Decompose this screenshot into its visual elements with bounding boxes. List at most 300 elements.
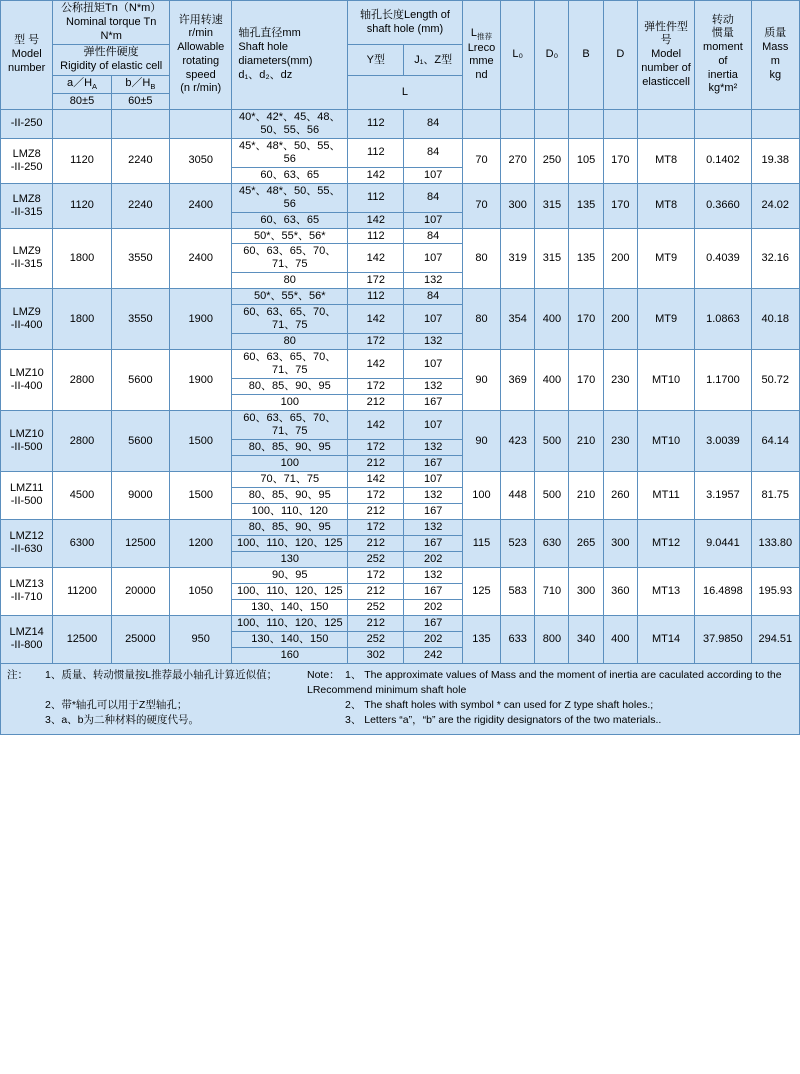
cell-length-JZ: 202 [404, 551, 462, 567]
cell-shaft-hole-diameters: 100 [232, 456, 348, 472]
cell-length-JZ: 107 [404, 305, 462, 334]
header-lrecommend [462, 1, 500, 110]
cell-length-JZ: 167 [404, 535, 462, 551]
cell-allowable-speed: 1200 [170, 519, 232, 567]
cell-mass: 19.38 [751, 138, 799, 183]
cell-lrecommend: 115 [462, 519, 500, 567]
cell-model-number [1, 138, 53, 183]
cell-lrecommend: 100 [462, 472, 500, 520]
header-inertia-cn2: 惯量 [711, 27, 734, 40]
cell-length-Y: 172 [348, 334, 404, 350]
header-inertia-en1: moment of [703, 41, 743, 67]
cell-shaft-hole-diameters: 100、110、120、125 [232, 583, 348, 599]
cell-length-Y: 142 [348, 244, 404, 273]
header-allowable-speed [170, 1, 232, 110]
header-model-number-en1: Model [11, 48, 42, 60]
table-row [1, 109, 800, 138]
cell-mass: 64.14 [751, 411, 799, 472]
cell-shaft-hole-diameters: 100、110、120、125 [232, 615, 348, 631]
cell-mass: 50.72 [751, 350, 799, 411]
table-header [1, 1, 800, 110]
cell-B: 210 [569, 472, 603, 520]
model-line: -II-315 [10, 205, 43, 218]
model-line: LMZ10 [9, 367, 44, 380]
model-line: LMZ13 [9, 578, 44, 591]
cell-length-Y: 252 [348, 599, 404, 615]
cell-model-number [1, 289, 53, 350]
cell-length-JZ: 84 [404, 109, 462, 138]
cell-length-Y: 172 [348, 440, 404, 456]
cell-allowable-speed: 3050 [170, 138, 232, 183]
header-mass-unit: kg [769, 68, 782, 81]
cell-model-number [1, 109, 53, 138]
note-line-1 [7, 668, 793, 698]
note-line-3 [7, 713, 793, 728]
cell-shaft-hole-diameters: 70、71、75 [232, 472, 348, 488]
model-line: LMZ11 [9, 482, 44, 495]
header-lrec-en3: nd [475, 69, 488, 82]
cell-length-Y: 212 [348, 395, 404, 411]
header-speed-en1: Allowable [177, 41, 225, 54]
note-cn-3-text: 3、a、b为二种材料的硬度代号。 [45, 714, 200, 727]
cell-shaft-hole-diameters: 60、63、65、70、71、75 [232, 350, 348, 379]
cell-shaft-hole-diameters: 100 [232, 395, 348, 411]
model-line: -II-630 [10, 543, 43, 556]
note-cn-3 [7, 713, 307, 728]
cell-moment-of-inertia: 0.3660 [695, 183, 751, 228]
header-rigidity [53, 45, 170, 76]
header-mass-sym: m [770, 54, 780, 67]
cell-L0: 448 [501, 472, 535, 520]
header-torque-en2: N*m [100, 29, 122, 42]
cell-length-JZ: 107 [404, 472, 462, 488]
cell-elastic-cell-model: MT11 [637, 472, 694, 520]
cell-elastic-cell-model: MT9 [637, 228, 694, 289]
cell-elastic-cell-model: MT10 [637, 350, 694, 411]
cell-lrecommend [462, 109, 500, 138]
cell-length-Y: 212 [348, 456, 404, 472]
cell-length-JZ: 167 [404, 583, 462, 599]
cell-torque-a: 6300 [53, 519, 111, 567]
cell-model-number [1, 472, 53, 520]
cell-length-JZ: 107 [404, 244, 462, 273]
table-row [1, 228, 800, 244]
header-mass-en: Mass [762, 41, 789, 54]
cell-shaft-hole-diameters: 80 [232, 273, 348, 289]
model-line: -II-250 [10, 160, 43, 173]
cell-elastic-cell-model: MT8 [637, 183, 694, 228]
cell-D: 400 [603, 615, 637, 663]
cell-torque-b: 3550 [111, 228, 169, 289]
header-D0: D₀ [535, 1, 569, 110]
cell-length-Y: 252 [348, 631, 404, 647]
cell-lrecommend: 135 [462, 615, 500, 663]
cell-model-number [1, 350, 53, 411]
cell-length-JZ: 132 [404, 273, 462, 289]
header-shaft-hole-length [348, 1, 463, 45]
cell-length-Y: 112 [348, 109, 404, 138]
table-row [1, 472, 800, 488]
cell-shaft-hole-diameters: 80、85、90、95 [232, 440, 348, 456]
cell-mass: 24.02 [751, 183, 799, 228]
notes-block [0, 664, 800, 735]
cell-shaft-hole-diameters: 130、140、150 [232, 631, 348, 647]
cell-D: 200 [603, 289, 637, 350]
note-line-2 [7, 698, 793, 713]
header-speed-cn: 许用转速 [178, 13, 223, 26]
cell-moment-of-inertia: 16.4898 [695, 567, 751, 615]
header-speed-unit: r/min [188, 27, 213, 40]
cell-length-JZ: 84 [404, 138, 462, 167]
cell-D0: 315 [535, 183, 569, 228]
model-line: -II-315 [10, 258, 43, 271]
cell-shaft-hole-diameters: 60、63、65、70、71、75 [232, 244, 348, 273]
cell-length-Y: 172 [348, 273, 404, 289]
header-L0: L₀ [501, 1, 535, 110]
header-B: B [569, 1, 603, 110]
cell-allowable-speed: 950 [170, 615, 232, 663]
cell-D0: 500 [535, 411, 569, 472]
cell-B [569, 109, 603, 138]
cell-D0: 710 [535, 567, 569, 615]
cell-model-number [1, 183, 53, 228]
header-lrec-en1: Lreco [467, 41, 496, 54]
cell-B: 170 [569, 350, 603, 411]
cell-B: 135 [569, 228, 603, 289]
header-bore-symbols: d₁、d₂、dz [238, 68, 293, 81]
cell-shaft-hole-diameters: 80、85、90、95 [232, 379, 348, 395]
cell-shaft-hole-diameters: 50*、55*、56* [232, 289, 348, 305]
header-bore-en1: Shaft hole [238, 41, 288, 54]
cell-shaft-hole-diameters: 90、95 [232, 567, 348, 583]
cell-lrecommend: 125 [462, 567, 500, 615]
cell-length-JZ: 107 [404, 350, 462, 379]
cell-L0: 633 [501, 615, 535, 663]
cell-length-JZ: 132 [404, 440, 462, 456]
cell-length-Y: 112 [348, 228, 404, 244]
cell-length-Y: 252 [348, 551, 404, 567]
model-line: -II-500 [10, 495, 43, 508]
cell-torque-b: 20000 [111, 567, 169, 615]
cell-length-Y: 112 [348, 138, 404, 167]
cell-lrecommend: 70 [462, 138, 500, 183]
cell-lrecommend: 70 [462, 183, 500, 228]
cell-torque-b: 25000 [111, 615, 169, 663]
cell-L0: 423 [501, 411, 535, 472]
cell-D: 200 [603, 228, 637, 289]
cell-L0: 300 [501, 183, 535, 228]
header-D: D [603, 1, 637, 110]
header-len-Y: Y型 [348, 45, 404, 76]
header-rigidity-cn: 弹性件硬度 [83, 46, 139, 59]
header-len-cn: 轴孔长度Length of [360, 8, 450, 21]
cell-moment-of-inertia: 1.1700 [695, 350, 751, 411]
cell-length-JZ: 132 [404, 334, 462, 350]
note-cn-2 [7, 698, 307, 713]
note-en-2-text: 2、 The shaft holes with symbol * can used for Z type shaft holes.; [345, 699, 654, 712]
cell-shaft-hole-diameters: 60、63、65 [232, 212, 348, 228]
cell-length-JZ: 242 [404, 647, 462, 663]
model-line: -II-800 [10, 639, 43, 652]
cell-D0 [535, 109, 569, 138]
cell-model-number [1, 228, 53, 289]
cell-L0: 270 [501, 138, 535, 183]
cell-allowable-speed [170, 109, 232, 138]
model-line: LMZ12 [9, 530, 44, 543]
cell-allowable-speed: 1900 [170, 289, 232, 350]
cell-length-JZ: 84 [404, 183, 462, 212]
header-speed-en4: (n r/min) [180, 82, 222, 95]
cell-moment-of-inertia: 9.0441 [695, 519, 751, 567]
header-rigidity-b: $b/H_B$ [111, 75, 169, 93]
cell-D0: 800 [535, 615, 569, 663]
cell-lrecommend: 80 [462, 228, 500, 289]
cell-elastic-cell-model: MT9 [637, 289, 694, 350]
cell-mass: 32.16 [751, 228, 799, 289]
cell-torque-a: 4500 [53, 472, 111, 520]
cell-L0: 583 [501, 567, 535, 615]
cell-D: 230 [603, 350, 637, 411]
cell-torque-b: 12500 [111, 519, 169, 567]
table-row [1, 138, 800, 167]
cell-B: 105 [569, 138, 603, 183]
header-inertia-cn1: 转动 [711, 13, 734, 26]
cell-allowable-speed: 1500 [170, 472, 232, 520]
table-row [1, 519, 800, 535]
cell-elastic-cell-model: MT10 [637, 411, 694, 472]
cell-length-JZ: 84 [404, 228, 462, 244]
cell-torque-b: 5600 [111, 350, 169, 411]
cell-mass: 195.93 [751, 567, 799, 615]
cell-D: 300 [603, 519, 637, 567]
cell-mass: 40.18 [751, 289, 799, 350]
cell-moment-of-inertia: 3.0039 [695, 411, 751, 472]
header-rigidity-b-value: 60±5 [111, 93, 169, 109]
table-row [1, 183, 800, 212]
cell-length-JZ: 167 [404, 503, 462, 519]
cell-shaft-hole-diameters: 100、110、120 [232, 503, 348, 519]
cell-D0: 400 [535, 350, 569, 411]
cell-L0: 369 [501, 350, 535, 411]
cell-torque-b [111, 109, 169, 138]
cell-D [603, 109, 637, 138]
cell-length-JZ: 107 [404, 411, 462, 440]
cell-D0: 630 [535, 519, 569, 567]
cell-length-Y: 142 [348, 350, 404, 379]
cell-moment-of-inertia: 3.1957 [695, 472, 751, 520]
cell-length-JZ: 132 [404, 487, 462, 503]
model-line: -II-250 [10, 117, 43, 130]
header-nominal-torque [53, 1, 170, 45]
cell-allowable-speed: 2400 [170, 228, 232, 289]
cell-torque-a: 1800 [53, 289, 111, 350]
cell-lrecommend: 90 [462, 411, 500, 472]
cell-elastic-cell-model: MT14 [637, 615, 694, 663]
cell-length-JZ: 167 [404, 615, 462, 631]
cell-length-Y: 172 [348, 567, 404, 583]
model-line: -II-400 [10, 380, 43, 393]
cell-torque-b: 2240 [111, 183, 169, 228]
cell-allowable-speed: 1500 [170, 411, 232, 472]
model-line: LMZ10 [9, 428, 44, 441]
header-model-number-en2: number [8, 61, 46, 74]
cell-lrecommend: 90 [462, 350, 500, 411]
cell-torque-b: 3550 [111, 289, 169, 350]
cell-B: 170 [569, 289, 603, 350]
header-lrec-en2: mme [469, 55, 494, 68]
table-row [1, 615, 800, 631]
header-elastic-en3: elasticcell [642, 75, 690, 88]
cell-L0: 319 [501, 228, 535, 289]
header-speed-en3: speed [185, 68, 216, 81]
header-mass-cn: 质量 [764, 27, 787, 40]
cell-torque-a [53, 109, 111, 138]
header-shaft-hole-diameter [232, 1, 348, 110]
cell-D0: 250 [535, 138, 569, 183]
cell-elastic-cell-model: MT12 [637, 519, 694, 567]
cell-moment-of-inertia: 1.0863 [695, 289, 751, 350]
cell-length-JZ: 132 [404, 379, 462, 395]
cell-length-JZ: 132 [404, 519, 462, 535]
cell-D0: 315 [535, 228, 569, 289]
cell-shaft-hole-diameters: 60、63、65、70、71、75 [232, 305, 348, 334]
cell-allowable-speed: 1900 [170, 350, 232, 411]
cell-D: 170 [603, 138, 637, 183]
note-cn-1-text: 1、质量、转动惯量按L推荐最小轴孔计算近似值； [45, 668, 278, 681]
model-line: -II-710 [10, 591, 43, 604]
cell-length-JZ: 202 [404, 599, 462, 615]
cell-moment-of-inertia: 37.9850 [695, 615, 751, 663]
cell-L0: 523 [501, 519, 535, 567]
cell-torque-b: 9000 [111, 472, 169, 520]
cell-length-JZ: 167 [404, 395, 462, 411]
cell-shaft-hole-diameters: 40*、42*、45、48、50、55、56 [232, 109, 348, 138]
cell-model-number [1, 411, 53, 472]
cell-length-JZ: 107 [404, 212, 462, 228]
cell-model-number [1, 615, 53, 663]
header-mass [751, 1, 799, 110]
cell-allowable-speed: 2400 [170, 183, 232, 228]
cell-length-JZ: 107 [404, 167, 462, 183]
cell-mass: 81.75 [751, 472, 799, 520]
cell-D: 260 [603, 472, 637, 520]
model-line: LMZ9 [12, 306, 41, 319]
header-lrec-cn: $L_{推荐}$ [470, 26, 493, 42]
note-cn-2-text: 2、带*轴孔可以用于Z型轴孔； [45, 699, 188, 712]
cell-torque-a: 1120 [53, 183, 111, 228]
header-bore-en2: diameters(mm) [238, 54, 313, 67]
table-body [1, 109, 800, 663]
cell-D: 360 [603, 567, 637, 615]
cell-elastic-cell-model: MT13 [637, 567, 694, 615]
cell-shaft-hole-diameters: 80、85、90、95 [232, 519, 348, 535]
header-len-en: shaft hole (mm) [366, 22, 444, 35]
header-rigidity-a-value: 80±5 [53, 93, 111, 109]
table-row [1, 411, 800, 440]
cell-torque-a: 2800 [53, 350, 111, 411]
header-elastic-cell-model [637, 1, 694, 110]
header-row-1 [1, 1, 800, 45]
cell-length-JZ: 84 [404, 289, 462, 305]
cell-shaft-hole-diameters: 50*、55*、56* [232, 228, 348, 244]
note-cn-1 [7, 668, 307, 698]
cell-lrecommend: 80 [462, 289, 500, 350]
cell-torque-a: 11200 [53, 567, 111, 615]
cell-B: 135 [569, 183, 603, 228]
cell-shaft-hole-diameters: 80、85、90、95 [232, 487, 348, 503]
cell-length-JZ: 202 [404, 631, 462, 647]
cell-length-Y: 212 [348, 583, 404, 599]
header-torque-en1: Nominal torque Tn [66, 15, 157, 28]
cell-elastic-cell-model [637, 109, 694, 138]
cell-moment-of-inertia: 0.4039 [695, 228, 751, 289]
cell-shaft-hole-diameters: 130 [232, 551, 348, 567]
cell-D: 170 [603, 183, 637, 228]
cell-B: 265 [569, 519, 603, 567]
cell-B: 210 [569, 411, 603, 472]
cell-moment-of-inertia: 0.1402 [695, 138, 751, 183]
cell-D: 230 [603, 411, 637, 472]
header-len-L: L [348, 75, 463, 109]
note-cn-label: 注： [7, 668, 28, 681]
cell-length-Y: 142 [348, 472, 404, 488]
cell-B: 340 [569, 615, 603, 663]
header-len-JZ: J₁、Z型 [404, 45, 462, 76]
cell-torque-a: 1800 [53, 228, 111, 289]
cell-shaft-hole-diameters: 45*、48*、50、55、56 [232, 138, 348, 167]
note-en-1-text: 1、 The approximate values of Mass and the moment of inertia are caculated according to the LRecommend minimum shaft hole [307, 668, 782, 696]
model-line: LMZ8 [12, 147, 41, 160]
cell-length-Y: 172 [348, 487, 404, 503]
header-inertia-en2: inertia [707, 68, 738, 81]
note-en-2 [307, 698, 793, 713]
cell-shaft-hole-diameters: 60、63、65、70、71、75 [232, 411, 348, 440]
cell-model-number [1, 567, 53, 615]
cell-shaft-hole-diameters: 45*、48*、50、55、56 [232, 183, 348, 212]
cell-shaft-hole-diameters: 80 [232, 334, 348, 350]
cell-length-Y: 212 [348, 503, 404, 519]
cell-torque-a: 2800 [53, 411, 111, 472]
header-elastic-en2: number of [641, 61, 691, 74]
cell-shaft-hole-diameters: 100、110、120、125 [232, 535, 348, 551]
cell-mass: 294.51 [751, 615, 799, 663]
note-en-3 [307, 713, 793, 728]
model-line: LMZ9 [12, 245, 41, 258]
cell-shaft-hole-diameters: 60、63、65 [232, 167, 348, 183]
cell-length-JZ: 132 [404, 567, 462, 583]
cell-length-JZ: 167 [404, 456, 462, 472]
cell-mass: 133.80 [751, 519, 799, 567]
cell-B: 300 [569, 567, 603, 615]
header-elastic-en1: Model [651, 48, 682, 60]
cell-allowable-speed: 1050 [170, 567, 232, 615]
cell-torque-a: 1120 [53, 138, 111, 183]
model-line: -II-500 [10, 441, 43, 454]
note-en-1 [307, 668, 793, 698]
cell-D0: 500 [535, 472, 569, 520]
cell-length-Y: 112 [348, 183, 404, 212]
table-row [1, 289, 800, 305]
cell-length-Y: 302 [348, 647, 404, 663]
cell-length-Y: 212 [348, 615, 404, 631]
cell-mass [751, 109, 799, 138]
cell-length-Y: 172 [348, 519, 404, 535]
cell-length-Y: 142 [348, 167, 404, 183]
cell-torque-a: 12500 [53, 615, 111, 663]
cell-length-Y: 212 [348, 535, 404, 551]
header-speed-en2: rotating [182, 54, 220, 67]
cell-length-Y: 142 [348, 212, 404, 228]
